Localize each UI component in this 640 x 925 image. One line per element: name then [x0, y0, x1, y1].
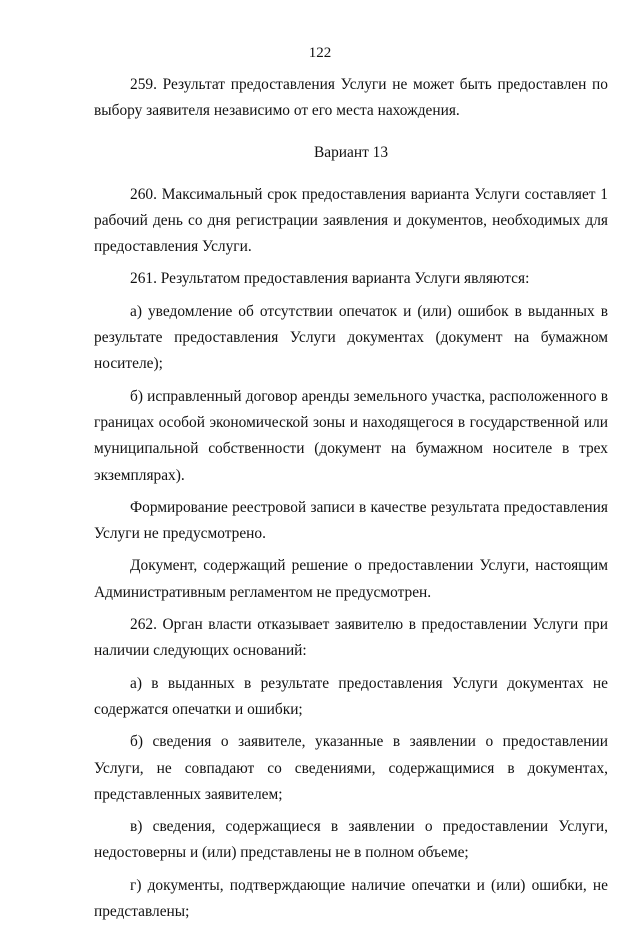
paragraph-259: 259. Результат предоставления Услуги не может быть предоставлен по выбору заявителя независимо от его места нахождения.	[94, 76, 608, 120]
document-body	[94, 72, 608, 925]
paragraph-262-a: а) в выданных в результате предоставления Услуги документах не содержатся опечатки и ошибки;	[94, 674, 608, 718]
paragraph-261-a: а) уведомление об отсутствии опечаток и (или) ошибок в выданных в результате предоставления Услуги документах (документ на бумажном носителе);	[94, 302, 608, 373]
paragraph-261: 261. Результатом предоставления варианта Услуги являются:	[130, 270, 530, 288]
paragraph-262-v: в) сведения, содержащиеся в заявлении о предоставлении Услуги, недостоверны и (или) представлены не в полном объеме;	[94, 818, 608, 862]
paragraph-260: 260. Максимальный срок предоставления варианта Услуги составляет 1 рабочий день со дня регистрации заявления и документов, необходимых для предоставления Услуги.	[94, 185, 608, 256]
page-number: 122	[308, 45, 332, 61]
paragraph-262: 262. Орган власти отказывает заявителю в предоставлении Услуги при наличии следующих оснований:	[94, 616, 608, 660]
paragraph-262-b: б) сведения о заявителе, указанные в заявлении о предоставлении Услуги, не совпадают со сведениями, содержащимися в документах, представленных заявителем;	[94, 733, 608, 803]
paragraph-registry-record: Формирование реестровой записи в качестве результата предоставления Услуги не предусмотрено.	[94, 498, 608, 543]
paragraph-262-g: г) документы, подтверждающие наличие опечатки и (или) ошибки, не представлены;	[94, 876, 608, 921]
paragraph-261-b: б) исправленный договор аренды земельного участка, расположенного в границах особой экономической зоны и находящегося в государственной или муниципальной собственности (документ на бумажном носителе в трех экземплярах).	[94, 387, 608, 484]
paragraph-decision-document: Документ, содержащий решение о предоставлении Услуги, настоящим Административным регламентом не предусмотрен.	[94, 557, 608, 601]
section-heading-variant-13: Вариант 13	[313, 143, 389, 161]
